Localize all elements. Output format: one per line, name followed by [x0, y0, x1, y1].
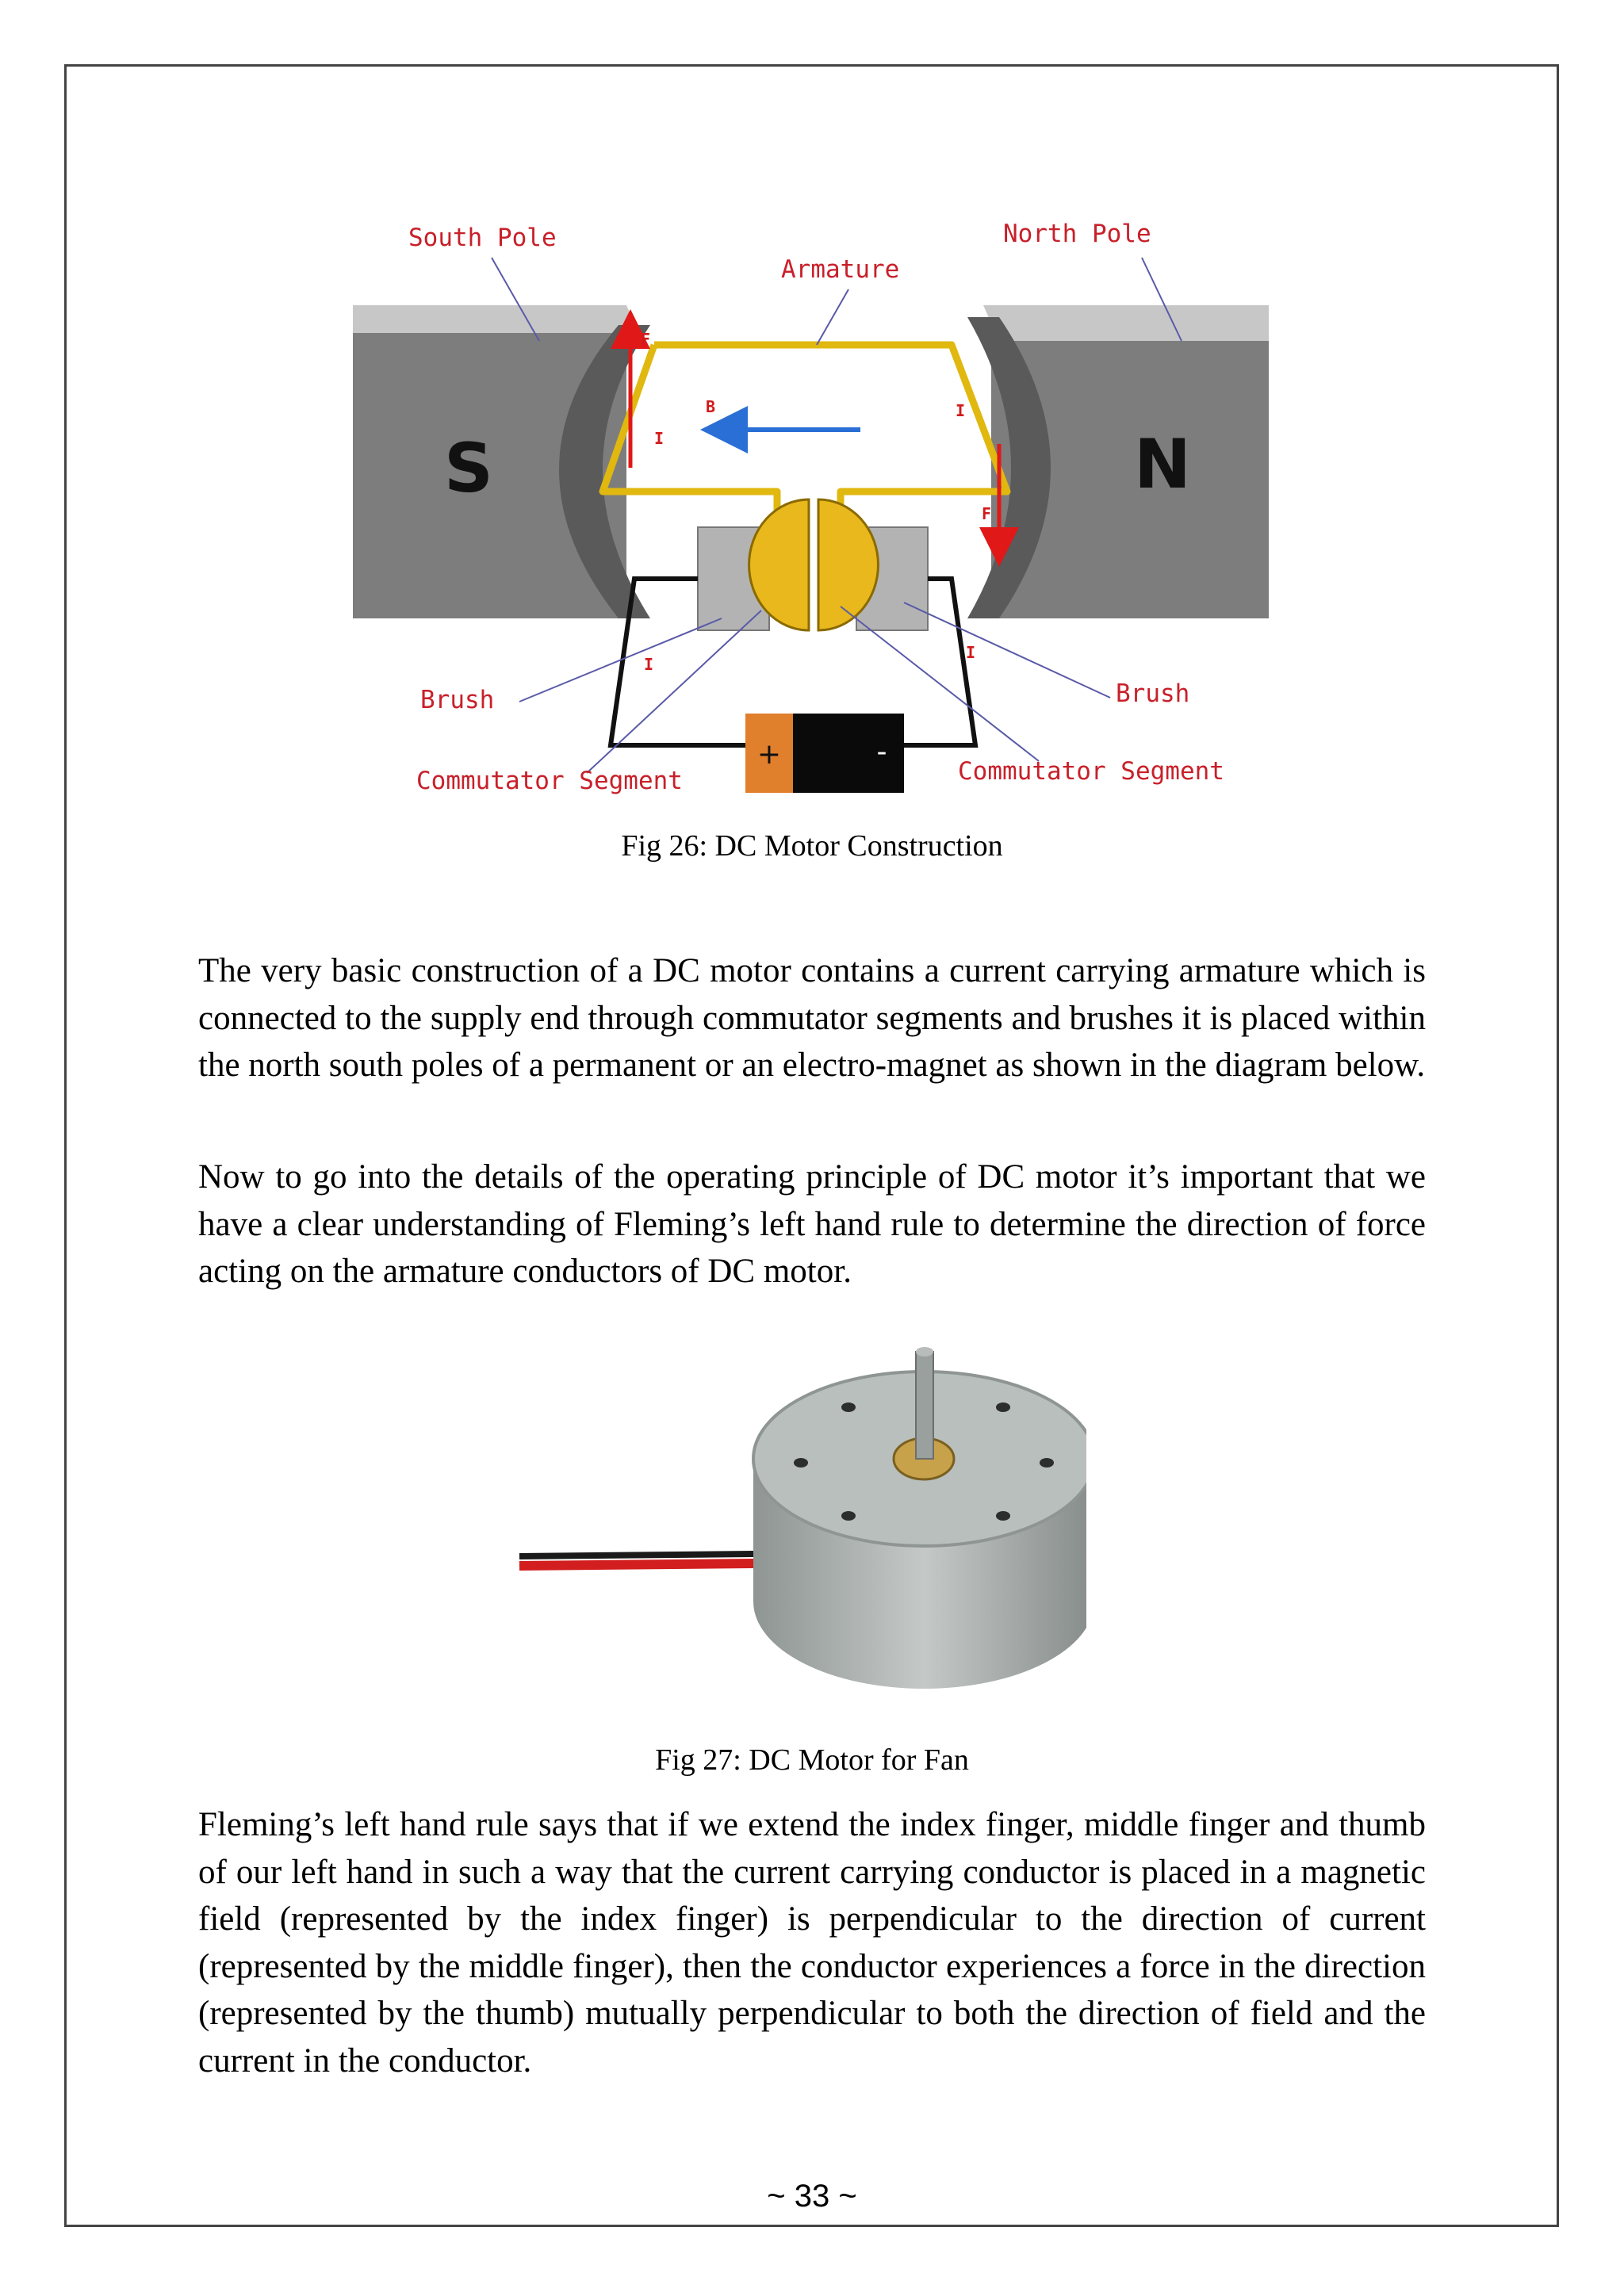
figure-26-caption: Fig 26: DC Motor Construction: [621, 829, 1003, 863]
armature-label: Armature: [781, 255, 900, 284]
paragraph-3: Fleming’s left hand rule says that if we extend the index finger, middle finger and thumb of our left hand in such a way that the current carrying conductor is placed in a magnetic field (represented by the index finger) is perpendicular to the direction of current (represented by the middle finger), then the conductor experiences a force in the direction (represented by the thumb) mutually perpendicular to both the direction of field and the current in the conductor.: [198, 1806, 1426, 2080]
commutator-segment-label-left: Commutator Segment: [416, 767, 683, 795]
motor-shaft: [916, 1352, 933, 1459]
red-wire: [519, 1563, 753, 1566]
pole-s-label: S: [444, 429, 493, 508]
black-wire: [519, 1554, 753, 1556]
commutator-segment-label-right: Commutator Segment: [958, 757, 1224, 786]
force-label-bottom: F: [982, 504, 992, 523]
battery-plus-label: +: [756, 738, 782, 771]
dc-motor-photo: [515, 1332, 1086, 1705]
dc-motor-construction-diagram: [349, 206, 1277, 809]
field-label: B: [706, 397, 716, 416]
current-label-1: I: [654, 429, 665, 448]
current-label-3: I: [644, 655, 654, 674]
pole-n-label: N: [1134, 425, 1191, 504]
current-label-2: I: [956, 401, 966, 420]
figure-27-caption: Fig 27: DC Motor for Fan: [655, 1743, 969, 1777]
battery-negative: [793, 714, 904, 793]
north-pole-label: North Pole: [1003, 220, 1151, 248]
south-pole-label: South Pole: [408, 224, 557, 252]
page-number: ~ 33 ~: [767, 2179, 857, 2214]
force-label-top: F: [641, 330, 651, 349]
brush-label-right: Brush: [1116, 679, 1190, 708]
paragraph-2: Now to go into the details of the operating principle of DC motor it’s important that we have a clear understanding of Fleming’s left hand rule to determine the direction of force acting on the armature conductors of DC motor.: [198, 1158, 1426, 1290]
current-label-4: I: [966, 643, 976, 662]
brush-label-left: Brush: [420, 686, 495, 714]
battery-minus-label: -: [876, 736, 887, 768]
paragraph-1: The very basic construction of a DC motor contains a current carrying armature which is connected to the supply end through commutator segments and brushes it is placed within the north south poles of a permanent or an electro-magnet as shown in the diagram below.: [198, 952, 1426, 1084]
